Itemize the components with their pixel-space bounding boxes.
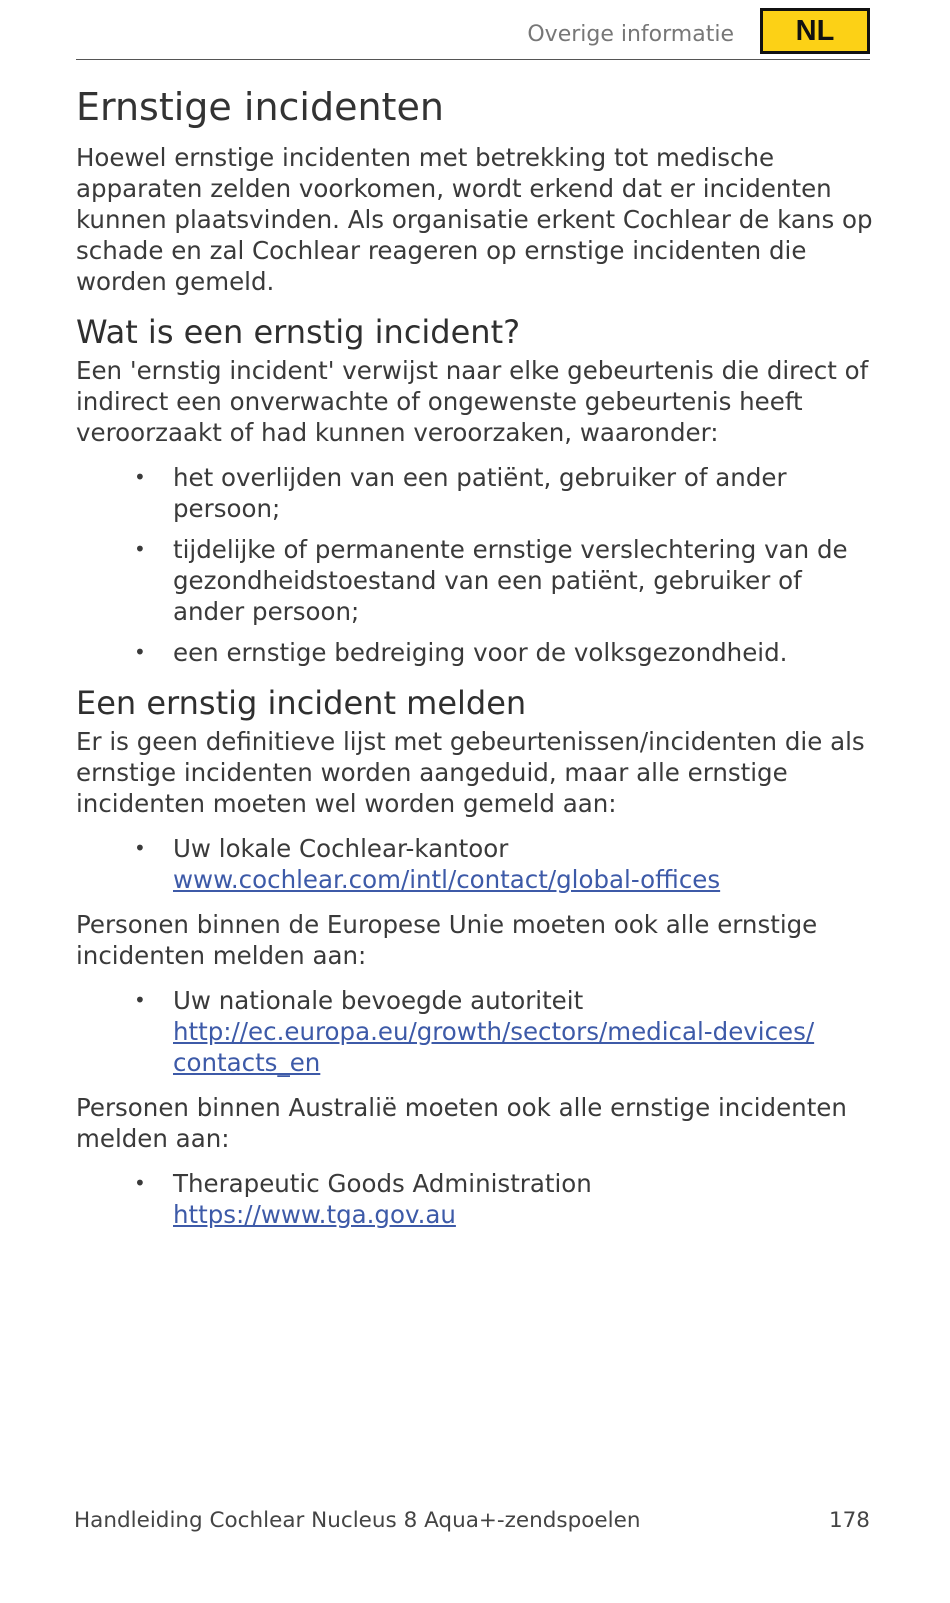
what-heading: Wat is een ernstig incident?: [76, 313, 521, 351]
page-header: [76, 8, 870, 60]
eu-contacts-link[interactable]: http://ec.europa.eu/growth/sectors/medical-devices/ contacts_en: [173, 1017, 815, 1077]
tga-label: Therapeutic Goods Administration: [173, 1169, 592, 1198]
bullet-icon: •: [134, 1171, 146, 1195]
intro-paragraph: Hoewel ernstige incidenten met betrekking tot medische apparaten zelden voorkomen, wordt erkend dat er incidenten kunnen plaatsvinden. Als organisatie erkent Cochlear de kans op schade en zal Cochlear reageren op ernstige incidenten die worden gemeld.: [76, 143, 873, 296]
report-heading: Een ernstig incident melden: [76, 684, 527, 722]
bullet-icon: •: [134, 836, 146, 860]
page-title: Ernstige incidenten: [76, 85, 444, 129]
list-item: • het overlijden van een patiënt, gebruiker of ander persoon;: [134, 463, 787, 523]
list-item: • tijdelijke of permanente ernstige verslechtering van de gezondheidstoestand van een patiënt, gebruiker of ander persoon;: [134, 535, 848, 626]
page-number: 178: [828, 1508, 870, 1533]
local-office-list: [76, 833, 876, 895]
list-item: [76, 985, 876, 1078]
list-item: [76, 833, 876, 895]
main-content: [76, 84, 876, 1244]
page-footer: [74, 1508, 870, 1533]
eu-paragraph: Personen binnen de Europese Unie moeten ook alle ernstige incidenten melden aan:: [76, 910, 818, 970]
bullet-icon: •: [134, 537, 146, 561]
language-badge: NL: [760, 8, 870, 54]
eu-authority-list: [76, 985, 876, 1078]
global-offices-link[interactable]: www.cochlear.com/intl/contact/global-offices: [173, 865, 721, 894]
manual-title: Handleiding Cochlear Nucleus 8 Aqua+-zendspoelen: [74, 1508, 641, 1533]
section-label: Overige informatie: [527, 22, 734, 47]
tga-link[interactable]: https://www.tga.gov.au: [173, 1200, 456, 1229]
bullet-icon: •: [134, 988, 146, 1012]
bullet-icon: •: [134, 640, 146, 664]
list-item: • een ernstige bedreiging voor de volksgezondheid.: [134, 638, 788, 667]
report-paragraph: Er is geen definitieve lijst met gebeurtenissen/incidenten die als ernstige incidenten worden aangeduid, maar alle ernstige incidenten moeten wel worden gemeld aan:: [76, 727, 865, 818]
local-office-label: Uw lokale Cochlear-kantoor: [173, 834, 509, 863]
what-paragraph: Een 'ernstig incident' verwijst naar elke gebeurtenis die direct of indirect een onverwachte of ongewenste gebeurtenis heeft veroorzaakt of had kunnen veroorzaken, waaronder:: [76, 356, 869, 447]
list-item: [76, 1168, 876, 1230]
incident-types-list: [76, 462, 876, 668]
au-authority-list: [76, 1168, 876, 1230]
eu-authority-label: Uw nationale bevoegde autoriteit: [173, 986, 584, 1015]
bullet-icon: •: [134, 465, 146, 489]
au-paragraph: Personen binnen Australië moeten ook alle ernstige incidenten melden aan:: [76, 1093, 847, 1153]
